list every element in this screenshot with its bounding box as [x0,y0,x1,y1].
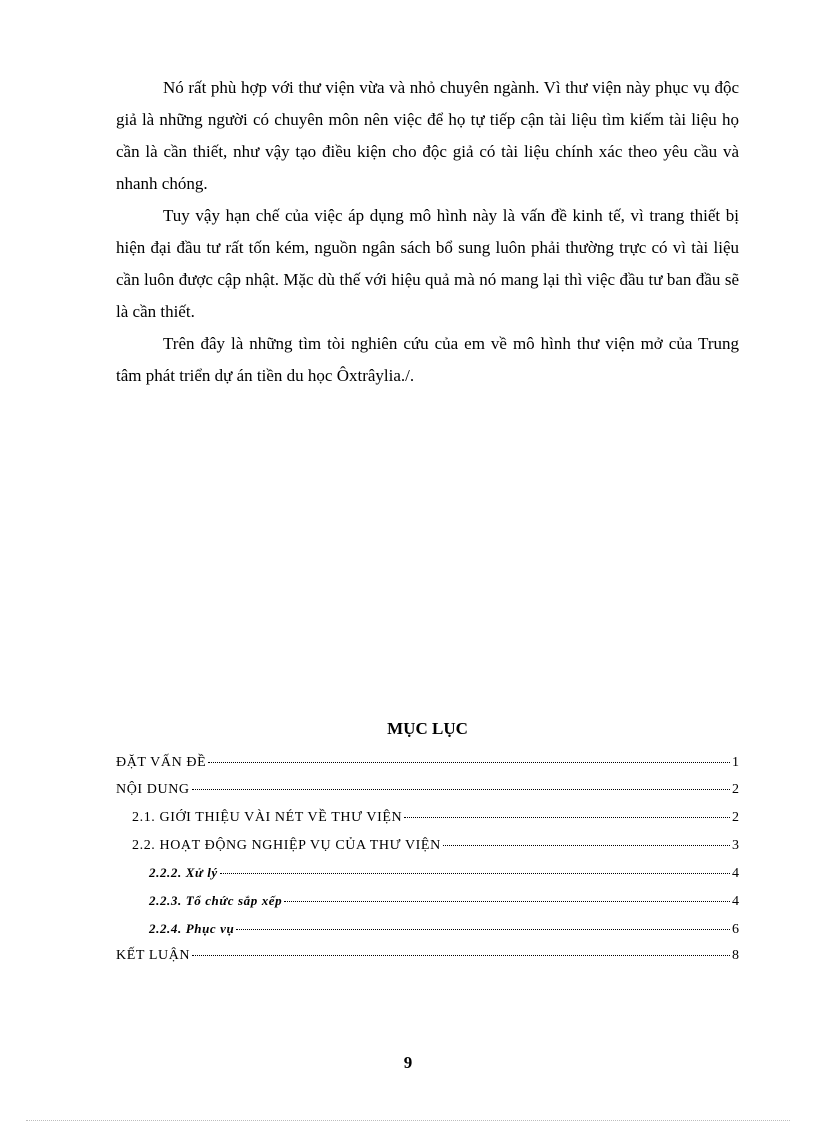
toc-leader-dots [192,789,730,790]
toc-entry-page: 8 [732,948,739,963]
body-paragraph: Trên đây là những tìm tòi nghiên cứu của em về mô hình thư viện mở của Trung tâm phát triển dự án tiền du học Ôxtrâylia./. [116,334,739,385]
toc-entry-page: 4 [732,894,739,909]
toc-entry-label: KẾT LUẬN [116,948,191,963]
toc-entry[interactable] [116,891,739,912]
toc-entry-label: 2.1. GIỚI THIỆU VÀI NÉT VỀ THƯ VIỆN [132,810,403,825]
toc-entry[interactable] [116,836,739,856]
toc-leader-dots [236,929,730,930]
toc-entry[interactable] [116,753,739,773]
toc-leader-dots [404,817,730,818]
toc-entry-page: 1 [732,755,739,770]
toc-leader-dots [192,955,730,956]
toc-entry[interactable] [116,808,739,828]
toc-entry-page: 2 [732,810,739,825]
toc-entry-label: 2.2.3. Tổ chức sắp xếp [149,893,283,908]
toc-leader-dots [220,873,730,874]
toc-entry[interactable] [116,919,739,940]
footer-divider [26,1120,790,1121]
toc-entry-label: 2.2. HOẠT ĐỘNG NGHIỆP VỤ CỦA THƯ VIỆN [132,838,441,853]
body-paragraph: Nó rất phù hợp với thư viện vừa và nhỏ chuyên ngành. Vì thư viện này phục vụ độc giả là những người có chuyên môn nên việc để họ tự tiếp cận tài liệu tìm kiếm tài liệu họ cần là cần thiết, như vậy tạo điều kiện cho độc giả có tài liệu chính xác theo yêu cầu và nhanh chóng. [116,78,739,193]
toc-entry[interactable] [116,863,739,884]
toc-leader-dots [208,762,730,763]
toc-entry-page: 2 [732,782,739,797]
toc-entry-label: ĐẶT VẤN ĐỀ [116,755,207,770]
toc-entry[interactable] [116,946,739,966]
toc-entry-label: 2.2.2. Xử lý [149,865,218,880]
toc-entry-page: 6 [732,922,739,937]
toc-entry-page: 4 [732,866,739,881]
toc-leader-dots [443,845,730,846]
toc-title: MỤC LỤC [387,719,468,738]
body-paragraph: Tuy vậy hạn chế của việc áp dụng mô hình này là vấn đề kinh tế, vì trang thiết bị hiện đại đầu tư rất tốn kém, nguồn ngân sách bổ sung luôn phải thường trực có vì tài liệu cần luôn được cập nhật. Mặc dù thế với hiệu quả mà nó mang lại thì việc đầu tư ban đầu sẽ là cần thiết. [116,206,739,321]
toc-entry-label: 2.2.4. Phục vụ [149,921,235,936]
toc-entry-label: NỘI DUNG [116,782,190,797]
page-number: 9 [403,1053,413,1072]
toc-entry[interactable] [116,780,739,800]
toc-entry-page: 3 [732,838,739,853]
toc-leader-dots [284,901,730,902]
